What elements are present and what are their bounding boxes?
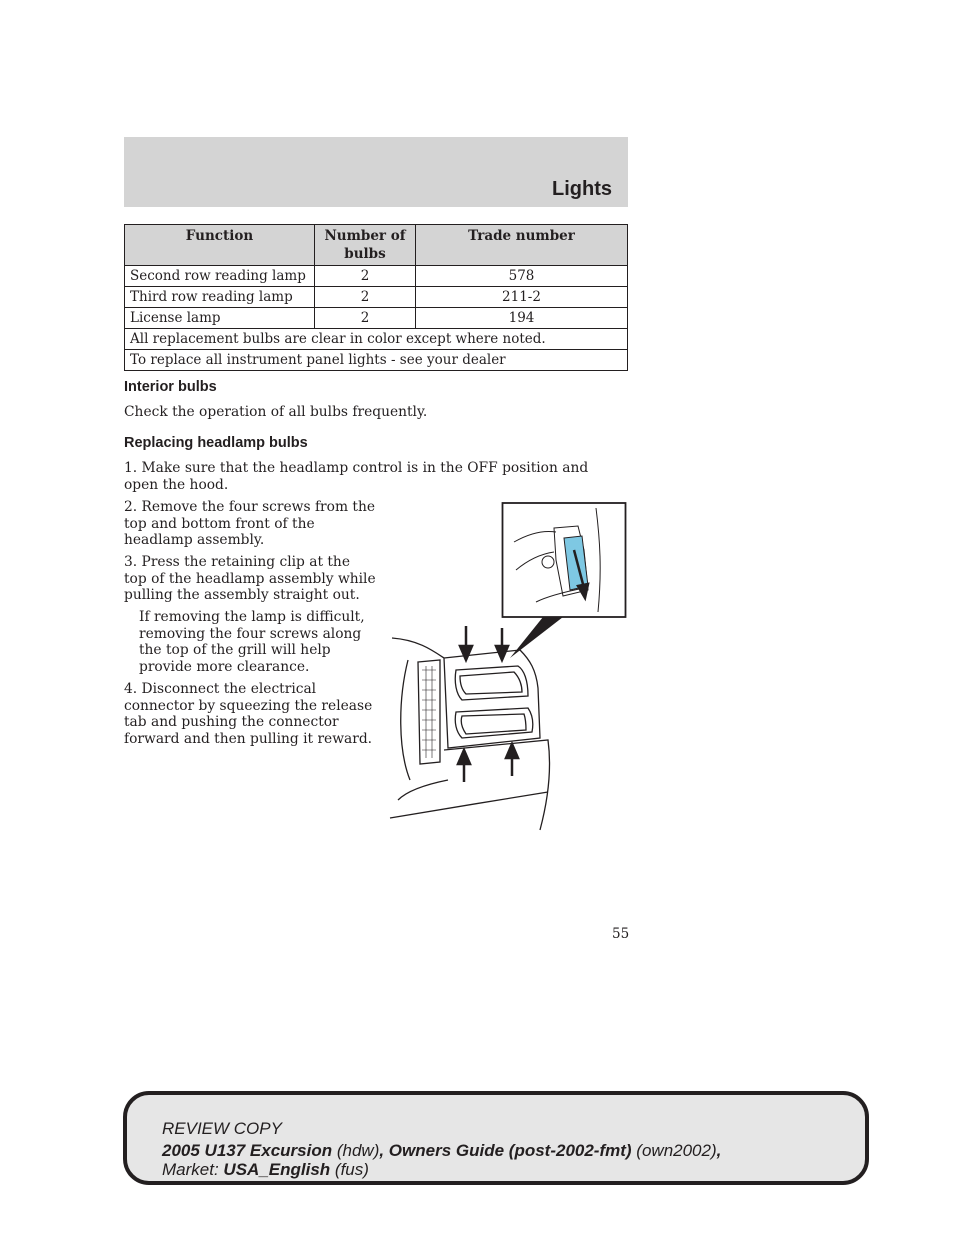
- headlamp-assembly: [390, 638, 550, 830]
- footer-review-copy: REVIEW COPY: [162, 1119, 282, 1138]
- footer-model-code: (hdw): [336, 1141, 380, 1160]
- inset-detail-box: [503, 503, 626, 617]
- table-cell: 2: [315, 266, 416, 287]
- table-cell: 2: [315, 308, 416, 329]
- arrow-icon: [496, 628, 508, 660]
- table-cell: Third row reading lamp: [125, 287, 315, 308]
- arrow-icon: [506, 744, 518, 776]
- column-header-trade-number: Trade number: [416, 225, 628, 266]
- table-cell: Second row reading lamp: [125, 266, 315, 287]
- footer-guide-code: (own2002): [636, 1141, 717, 1160]
- step-4-text: 4. Disconnect the electrical connector by squeezing the release tab and pushing the connector forward and then pulling it reward.: [124, 681, 373, 747]
- footer-market-label: Market:: [162, 1160, 219, 1179]
- headlamp-removal-illustration: [388, 500, 630, 832]
- callout-pointer: [510, 617, 563, 658]
- note-text: If removing the lamp is difficult, removing the four screws along the top of the grill will help provide more clearance.: [139, 609, 365, 675]
- interior-bulbs-text: Check the operation of all bulbs frequently.: [124, 404, 428, 420]
- step-2-text: 2. Remove the four screws from the top and bottom front of the headlamp assembly.: [124, 499, 376, 548]
- step-3-text: 3. Press the retaining clip at the top of the headlamp assembly while pulling the assembly straight out.: [124, 554, 376, 603]
- footer-model: 2005 U137 Excursion: [162, 1141, 333, 1160]
- section-header-band: [124, 137, 628, 207]
- step-1-text: 1. Make sure that the headlamp control is in the OFF position and open the hood.: [124, 460, 589, 493]
- arrow-icon: [458, 750, 470, 782]
- heading-replacing-headlamp-bulbs: Replacing headlamp bulbs: [124, 435, 308, 451]
- footer-model-line: [162, 1141, 721, 1160]
- table-row: [125, 266, 628, 287]
- page-number: 55: [612, 926, 630, 942]
- table-cell: License lamp: [125, 308, 315, 329]
- footer-market-code: (fus): [334, 1160, 369, 1179]
- table-cell: 194: [416, 308, 628, 329]
- section-title: Lights: [552, 178, 612, 200]
- footer-market: USA_English: [223, 1160, 331, 1179]
- table-header-row: [125, 225, 628, 266]
- table-note-row: [125, 329, 628, 350]
- table-cell: 2: [315, 287, 416, 308]
- bulb-table: [124, 224, 628, 371]
- footer-comma: ,: [716, 1141, 722, 1160]
- heading-interior-bulbs: Interior bulbs: [124, 379, 217, 395]
- column-header-number-of-bulbs-label: Number of bulbs: [324, 228, 406, 262]
- footer-guide: , Owners Guide (post-2002-fmt): [379, 1141, 632, 1160]
- grille-pattern: [422, 666, 436, 758]
- table-note-row: [125, 350, 628, 371]
- table-note: All replacement bulbs are clear in color except where noted.: [125, 329, 628, 350]
- table-row: [125, 308, 628, 329]
- table-cell: 578: [416, 266, 628, 287]
- table-note: To replace all instrument panel lights - see your dealer: [125, 350, 628, 371]
- table-cell: 211-2: [416, 287, 628, 308]
- footer-market-line: [162, 1160, 369, 1179]
- column-header-function: Function: [125, 225, 315, 266]
- column-header-number-of-bulbs: [315, 225, 416, 266]
- table-row: [125, 287, 628, 308]
